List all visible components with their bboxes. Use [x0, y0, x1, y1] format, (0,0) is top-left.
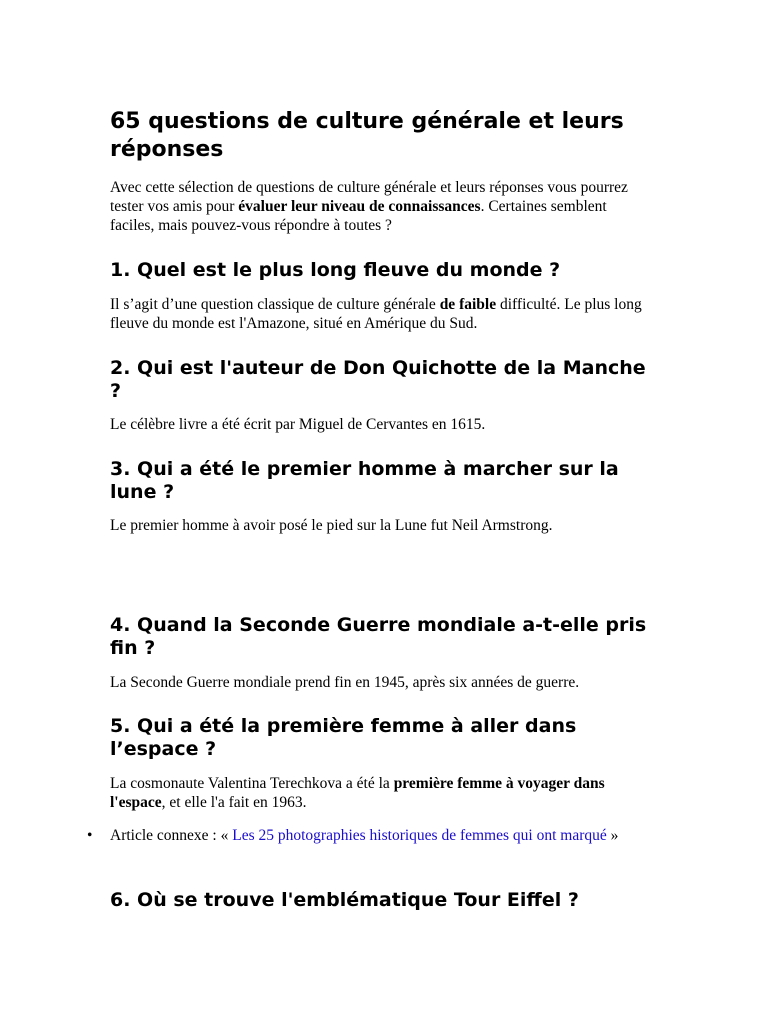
- question-6-heading: 6. Où se trouve l'emblématique Tour Eiffel ?: [110, 889, 579, 911]
- question-4-answer: La Seconde Guerre mondiale prend fin en 1945, après six années de guerre.: [110, 674, 580, 691]
- intro-bold: évaluer leur niveau de connaissances: [238, 198, 481, 215]
- intro-paragraph: [110, 178, 650, 235]
- question-5-heading: 5. Qui a été la première femme à aller dans l’espace ?: [110, 715, 577, 760]
- question-3-answer: Le premier homme à avoir posé le pied sur la Lune fut Neil Armstrong.: [110, 517, 553, 534]
- intro-text-1: Avec cette sélection de questions de culture générale et leurs réponses vous pourrez tester vos amis pour: [110, 179, 628, 215]
- q1-bold: de faible: [439, 296, 497, 313]
- question-2-answer: Le célèbre livre a été écrit par Miguel de Cervantes en 1615.: [110, 416, 486, 433]
- question-5-answer: [110, 774, 650, 812]
- q5-text-1: La cosmonaute Valentina Terechkova a été la: [110, 775, 394, 792]
- q5-text-2: , et elle l'a fait en 1963.: [161, 794, 307, 811]
- question-1-answer: [110, 295, 650, 333]
- q1-text-2: difficulté. Le plus long fleuve du monde est l'Amazone, situé en Amérique du Sud.: [110, 296, 642, 332]
- q5-bold: première femme à voyager dans l'espace: [110, 775, 605, 811]
- question-1-heading: 1. Quel est le plus long fleuve du monde ?: [110, 259, 561, 281]
- question-4-heading: 4. Quand la Seconde Guerre mondiale a-t-elle pris fin ?: [110, 614, 647, 659]
- intro-text-2: . Certaines semblent faciles, mais pouvez-vous répondre à toutes ?: [110, 198, 607, 234]
- question-2-heading: 2. Qui est l'auteur de Don Quichotte de la Manche ?: [110, 357, 646, 402]
- related-article: [110, 826, 650, 845]
- question-3-heading: 3. Qui a été le premier homme à marcher sur la lune ?: [110, 458, 619, 503]
- list-bullet: •: [87, 827, 93, 844]
- related-suffix: »: [606, 827, 619, 844]
- related-prefix: Article connexe : «: [110, 827, 233, 844]
- q1-text-1: Il s’agit d’une question classique de culture générale: [110, 296, 440, 313]
- page-title: 65 questions de culture générale et leurs réponses: [110, 109, 624, 162]
- related-article-link[interactable]: Les 25 photographies historiques de femmes qui ont marqué: [232, 827, 607, 844]
